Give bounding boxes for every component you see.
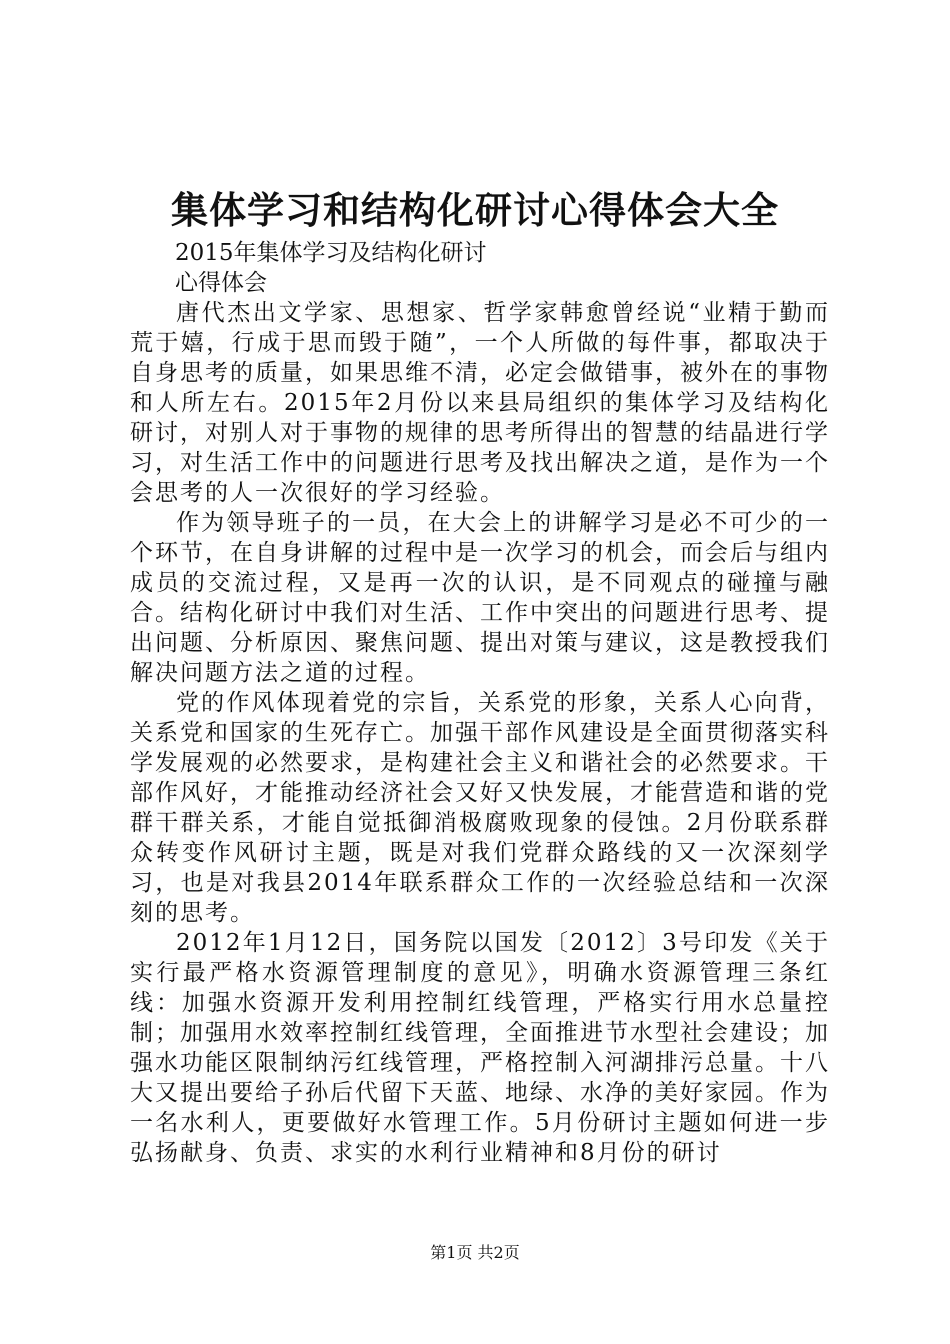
- document-subtitle-line2: 心得体会: [175, 270, 267, 296]
- paragraph-2: 作为领导班子的一员，在大会上的讲解学习是必不可少的一个环节，在自身讲解的过程中是一次学习的机会，而会后与组内成员的交流过程，又是再一次的认识，是不同观点的碰撞与融合。结构化研讨中我们对生活、工作中突出的问题进行思考、提出问题、分析原因、聚焦问题、提出对策与建议，这是教授我们解决问题方法之道的过程。: [130, 510, 830, 686]
- paragraph-1: 唐代杰出文学家、思想家、哲学家韩愈曾经说“业精于勤而荒于嬉，行成于思而毁于随”，一个人所做的每件事，都取决于自身思考的质量，如果思维不清，必定会做错事，被外在的事物和人所左右。2015年2月份以来县局组织的集体学习及结构化研讨，对别人对于事物的规律的思考所得出的智慧的结晶进行学习，对生活工作中的问题进行思考及找出解决之道，是作为一个会思考的人一次很好的学习经验。: [130, 300, 830, 506]
- paragraph-3: 党的作风体现着党的宗旨，关系党的形象，关系人心向背，关系党和国家的生死存亡。加强干部作风建设是全面贯彻落实科学发展观的必然要求，是构建社会主义和谐社会的必然要求。干部作风好，才能推动经济社会又好又快发展，才能营造和谐的党群干群关系，才能自觉抵御消极腐败现象的侵蚀。2月份联系群众转变作风研讨主题，既是对我们党群众路线的又一次深刻学习，也是对我县2014年联系群众工作的一次经验总结和一次深刻的思考。: [130, 690, 830, 926]
- paragraph-4: 2012年1月12日，国务院以国发〔2012〕3号印发《关于实行最严格水资源管理制度的意见》，明确水资源管理三条红线：加强水资源开发利用控制红线管理，严格实行用水总量控制；加强用水效率控制红线管理，全面推进节水型社会建设；加强水功能区限制纳污红线管理，严格控制入河湖排污总量。十八大又提出要给子孙后代留下天蓝、地绿、水净的美好家园。作为一名水利人，更要做好水管理工作。5月份研讨主题如何进一步弘扬献身、负责、求实的水利行业精神和8月份的研讨: [130, 930, 830, 1166]
- page-footer: 第1页 共2页: [430, 1243, 520, 1262]
- document-body: [130, 298, 830, 1168]
- document-subtitle-line1: 2015年集体学习及结构化研讨: [175, 240, 487, 266]
- document-title: 集体学习和结构化研讨心得体会大全: [171, 188, 779, 232]
